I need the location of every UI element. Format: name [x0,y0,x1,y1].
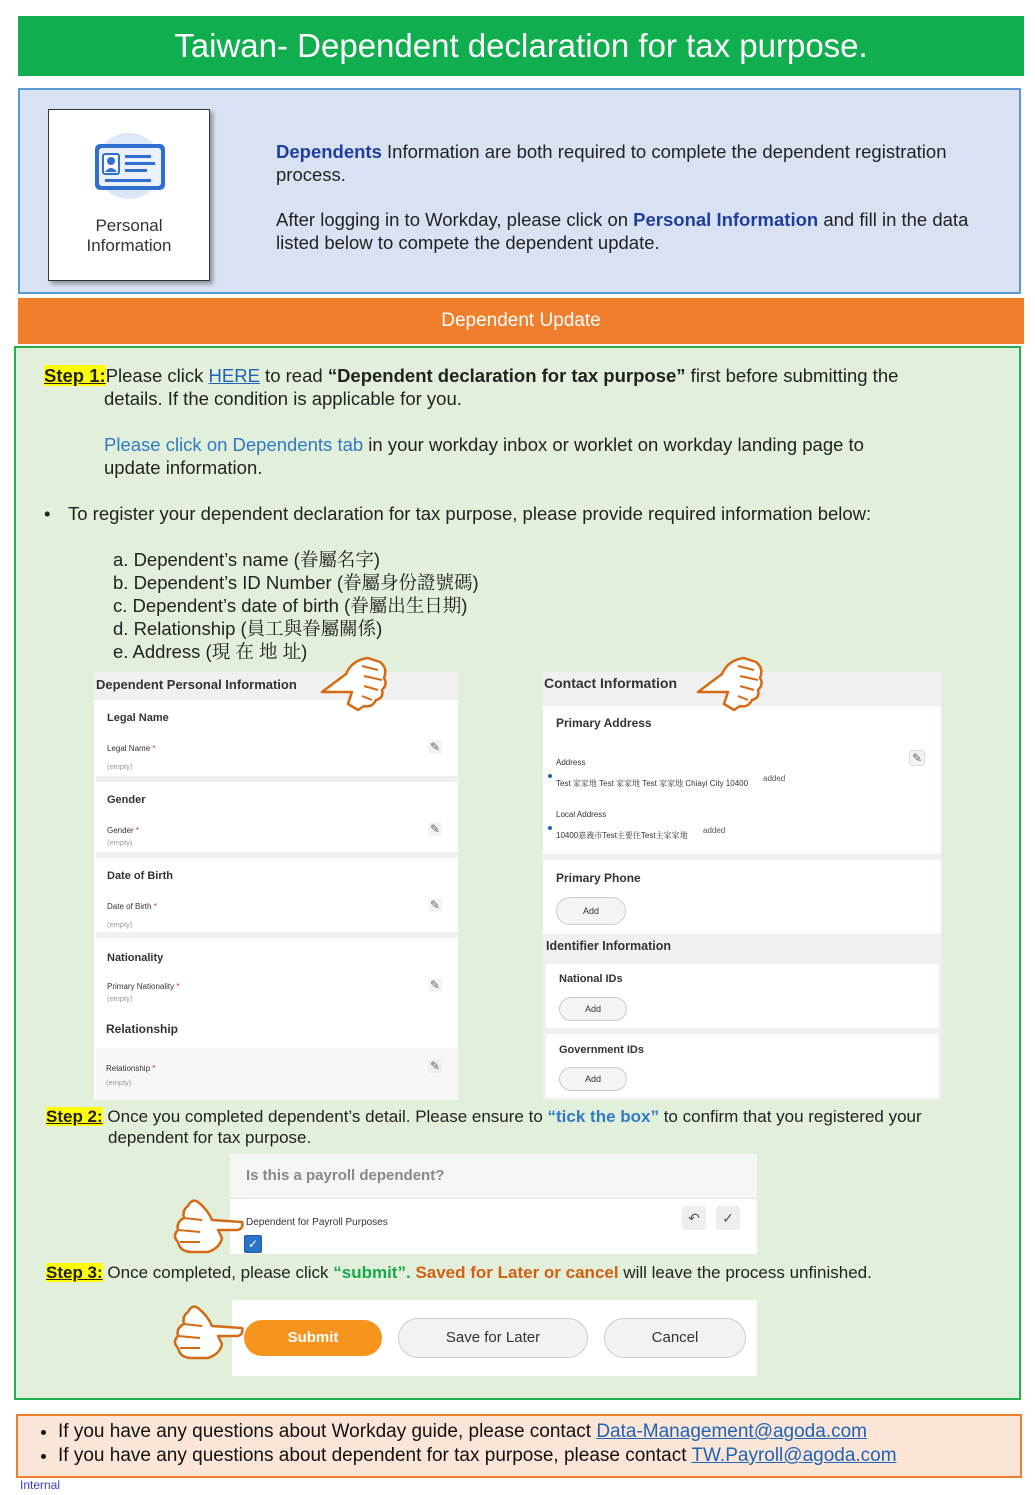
identifier-header: Identifier Information [546,936,941,960]
tile-label: Personal Information [86,216,172,255]
id-card-icon [89,132,169,202]
classification-label: Internal [20,1478,61,1492]
list-item: b. Dependent’s ID Number (眷屬身份證號碼) [113,572,479,593]
edit-date-of-birth-pencil-icon[interactable]: ✎ [429,898,441,912]
section-header: Dependent Update [18,298,1024,344]
pointing-hand-icon [318,652,390,712]
panel-header: Is this a payroll dependent? [230,1154,757,1199]
requirements-list [113,548,613,663]
list-item: • If you have any questions about Workday guide, please contact Data-Management@agoda.com [58,1420,1020,1444]
panel-header: Contact Information [543,672,941,704]
step2-text: Step 2: Once you completed dependent’s detail. Please ensure to “tick the box” to confirm that you registered your dependent for tax purpose. [46,1107,922,1147]
step3-label: Step 3: [46,1263,103,1282]
step1-label: Step 1: [44,365,106,386]
pointing-hand-icon [168,1300,244,1362]
legal-name-card: Legal Name Legal Name * (empty) ✎ [96,702,458,782]
edit-relationship-pencil-icon[interactable]: ✎ [429,1059,441,1073]
add-national-id-button[interactable]: Add [559,997,627,1021]
contact-info-panel [543,672,941,1100]
action-buttons-panel [232,1300,757,1376]
edit-nationality-pencil-icon[interactable]: ✎ [429,978,441,992]
payroll-dependent-checkbox[interactable]: ✓ [244,1235,262,1253]
here-link[interactable]: HERE [208,365,260,386]
checkbox-label: Dependent for Payroll Purposes [246,1217,388,1228]
primary-phone-card: Primary Phone Add [543,860,941,934]
edit-legal-name-pencil-icon[interactable]: ✎ [429,740,441,754]
tw-payroll-email-link[interactable]: TW.Payroll@agoda.com [691,1445,897,1466]
payroll-dependent-panel [230,1154,757,1254]
list-item: d. Relationship (員工與眷屬關係) [113,618,383,639]
dependents-tab-link[interactable]: Please click on Dependents tab [104,434,364,455]
save-for-later-button[interactable]: Save for Later [398,1318,588,1358]
list-item: c. Dependent’s date of birth (眷屬出生日期) [113,595,468,616]
intro-text: Dependents Information are both required to complete the dependent registration process. After logging in to Workday, please click on Personal Information and fill in the data listed below to compete the dependent update. [276,141,969,253]
list-item: a. Dependent’s name (眷屬名字) [113,549,380,570]
primary-address-card: Primary Address Address Test 家家地 Test 家家地 Test 家家地 Chiayi City 10400 added ✎ Local Address 10400嘉義市Test主要住Test主家家地 added [543,706,941,854]
panel-header: Dependent Personal Information [94,672,458,700]
step3-text: Step 3: Once completed, please click “submit”. Saved for Later or cancel will leave the process unfinished. [46,1263,872,1282]
relationship-card: Relationship Relationship * (empty) ✎ [96,1012,458,1100]
national-ids-card: National IDs Add [546,964,938,1028]
pointing-hand-icon [694,652,766,712]
pointing-hand-icon [168,1194,244,1256]
add-government-id-button[interactable]: Add [559,1067,627,1091]
dependent-personal-info-panel [94,672,458,1100]
government-ids-card: Government IDs Add [546,1034,938,1098]
submit-button[interactable]: Submit [244,1320,382,1356]
step1-text: Step 1:Please click HERE to read “Dependent declaration for tax purpose” first before submitting the details. If the condition is applicable for you. Please click on Dependents tab in your workday inbox or worklet on workday landing page to update information. [44,365,899,478]
step2-label: Step 2: [46,1107,103,1126]
page-title: Taiwan- Dependent declaration for tax purpose. [18,16,1024,76]
add-phone-button[interactable]: Add [556,897,626,925]
undo-icon[interactable]: ↶ [682,1206,706,1230]
gender-card: Gender Gender * (empty) ✎ [96,784,458,858]
nationality-card: Nationality Primary Nationality * (empty) ✎ [96,940,458,1012]
edit-address-pencil-icon[interactable]: ✎ [909,750,925,766]
data-management-email-link[interactable]: Data-Management@agoda.com [596,1421,867,1442]
edit-gender-pencil-icon[interactable]: ✎ [429,822,441,836]
confirm-check-icon[interactable]: ✓ [716,1206,740,1230]
intro-panel [18,88,1021,294]
date-of-birth-card: Date of Birth Date of Birth * (empty) ✎ [96,860,458,938]
requirements-bullet: • To register your dependent declaration for tax purpose, please provide required information below: [44,503,872,524]
list-item: • If you have any questions about dependent for tax purpose, please contact TW.Payroll@agoda.com [58,1444,1020,1468]
contact-footer [16,1414,1022,1478]
list-item: e. Address (現 在 地 址) [113,641,308,662]
cancel-button[interactable]: Cancel [604,1318,746,1358]
personal-information-tile[interactable] [48,109,210,281]
